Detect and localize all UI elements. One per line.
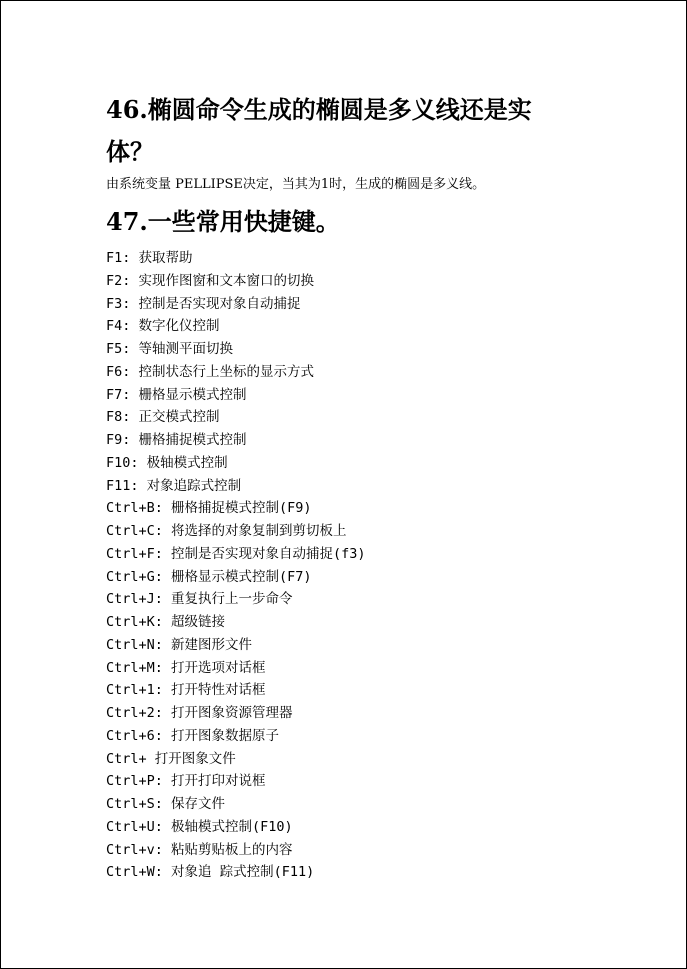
shortcut-description: 保存文件	[171, 796, 226, 812]
shortcut-key: F1:	[106, 250, 131, 266]
shortcut-description: 栅格捕捉模式控制(F9)	[171, 500, 312, 517]
shortcut-key: Ctrl+M:	[106, 659, 163, 676]
shortcut-key: F6:	[106, 363, 131, 380]
shortcut-item	[106, 588, 556, 611]
shortcut-item	[106, 770, 556, 793]
shortcut-description: 极轴模式控制	[146, 454, 228, 471]
shortcut-description: 打开图象文件	[154, 750, 236, 767]
shortcut-item	[106, 406, 556, 429]
shortcut-key: Ctrl+2:	[106, 705, 163, 721]
shortcut-description: 数字化仪控制	[138, 318, 220, 335]
shortcut-list	[106, 247, 556, 884]
shortcut-item	[106, 315, 556, 338]
shortcut-key: F10:	[106, 454, 139, 471]
shortcut-key: Ctrl+K:	[106, 614, 163, 630]
section-46-body: 由系统变量 PELLIPSE决定，当其为1时，生成的椭圆是多义线。	[106, 177, 486, 192]
shortcut-key: F3:	[106, 295, 131, 312]
shortcut-item	[106, 247, 556, 270]
shortcut-item	[106, 725, 556, 748]
shortcut-description: 等轴测平面切换	[138, 341, 234, 357]
shortcut-item	[106, 793, 556, 816]
shortcut-key: Ctrl+v:	[106, 841, 163, 858]
shortcut-key: Ctrl+B:	[106, 500, 163, 517]
shortcut-item	[106, 429, 556, 452]
shortcut-description: 打开选项对话框	[171, 659, 266, 676]
shortcut-item	[106, 338, 556, 361]
shortcut-item	[106, 816, 556, 839]
shortcut-description: 对象追踪式控制	[146, 477, 242, 494]
shortcut-item	[106, 543, 556, 566]
shortcut-description: 正交模式控制	[138, 409, 220, 426]
shortcut-description: 极轴模式控制(F10)	[171, 818, 293, 835]
shortcut-item	[106, 748, 556, 771]
shortcut-description: 新建图形文件	[171, 636, 253, 653]
shortcut-key: Ctrl+U:	[106, 818, 163, 835]
shortcut-description: 获取帮助	[138, 250, 193, 266]
shortcut-key: Ctrl+P:	[106, 773, 163, 790]
shortcut-key: Ctrl+W:	[106, 864, 163, 881]
shortcut-description: 栅格捕捉模式控制	[138, 432, 247, 448]
shortcut-item	[106, 611, 556, 634]
shortcut-description: 打开特性对话框	[171, 682, 266, 699]
shortcut-description: 超级链接	[171, 614, 226, 630]
shortcut-description: 打开图象数据原子	[171, 727, 280, 744]
shortcut-description: 重复执行上一步命令	[171, 591, 293, 608]
shortcut-key: Ctrl+J:	[106, 591, 163, 608]
shortcut-item	[106, 679, 556, 702]
shortcut-description: 控制状态行上坐标的显示方式	[138, 363, 315, 380]
shortcut-item	[106, 520, 556, 543]
shortcut-key: Ctrl+S:	[106, 796, 163, 812]
shortcut-item	[106, 657, 556, 680]
section-46-heading-line1: 46.椭圆命令生成的椭圆是多义线还是实	[106, 95, 532, 124]
shortcut-description: 控制是否实现对象自动捕捉	[138, 295, 301, 312]
section-47-heading: 47.一些常用快捷键。	[106, 207, 340, 236]
shortcut-item	[106, 384, 556, 407]
shortcut-key: Ctrl+6:	[106, 727, 163, 744]
shortcut-description: 栅格显示模式控制	[138, 386, 247, 403]
shortcut-key: F2:	[106, 272, 131, 289]
shortcut-description: 实现作图窗和文本窗口的切换	[138, 272, 315, 289]
shortcut-description: 打开图象资源管理器	[171, 705, 293, 721]
shortcut-description: 将选择的对象复制到剪切板上	[171, 523, 347, 539]
shortcut-description: 控制是否实现对象自动捕捉(f3)	[171, 545, 366, 562]
shortcut-item	[106, 452, 556, 475]
shortcut-key: Ctrl+G:	[106, 568, 163, 585]
shortcut-key: F9:	[106, 432, 131, 448]
shortcut-key: Ctrl+	[106, 750, 147, 767]
shortcut-description: 粘贴剪贴板上的内容	[171, 841, 293, 858]
shortcut-item	[106, 361, 556, 384]
shortcut-key: F8:	[106, 409, 131, 426]
shortcut-item	[106, 702, 556, 725]
shortcut-description: 打开打印对说框	[171, 773, 266, 790]
shortcut-item	[106, 293, 556, 316]
shortcut-key: Ctrl+C:	[106, 523, 163, 539]
shortcut-key: F11:	[106, 477, 139, 494]
shortcut-key: Ctrl+N:	[106, 636, 163, 653]
shortcut-key: Ctrl+1:	[106, 682, 163, 699]
shortcut-key: F5:	[106, 341, 131, 357]
section-46-heading	[106, 89, 556, 173]
shortcut-description: 栅格显示模式控制(F7)	[171, 568, 312, 585]
shortcut-key: F7:	[106, 386, 131, 403]
shortcut-item	[106, 497, 556, 520]
shortcut-item	[106, 861, 556, 884]
shortcut-item	[106, 270, 556, 293]
shortcut-description: 对象追 踪式控制(F11)	[171, 864, 315, 881]
section-46-heading-line2: 体？	[106, 137, 154, 166]
page-content	[106, 89, 556, 884]
shortcut-item	[106, 566, 556, 589]
shortcut-key: F4:	[106, 318, 131, 335]
shortcut-key: Ctrl+F:	[106, 545, 163, 562]
shortcut-item	[106, 839, 556, 862]
shortcut-item	[106, 634, 556, 657]
shortcut-item	[106, 475, 556, 498]
